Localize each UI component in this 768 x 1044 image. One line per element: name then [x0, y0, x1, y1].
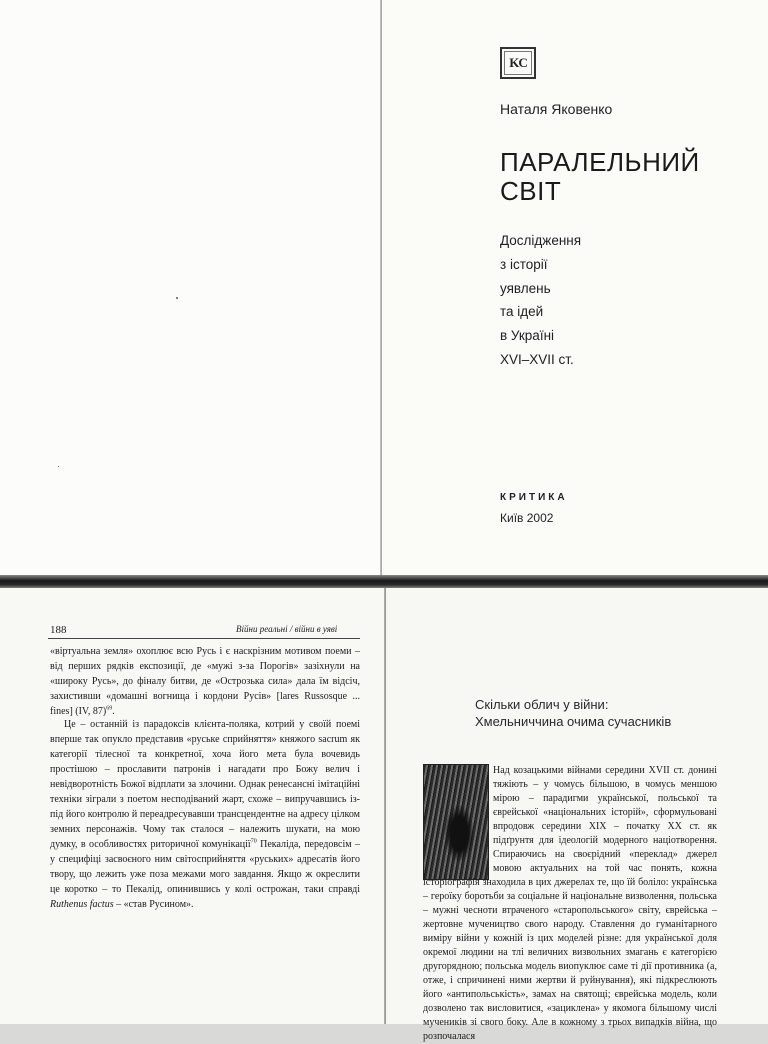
publisher-name: КРИТИКА [500, 492, 568, 503]
speck [58, 466, 59, 467]
blank-page [0, 0, 380, 575]
subtitle-line: в Україні [500, 328, 555, 344]
paragraph-text: Це – останній із парадоксів клієнта-поляка, котрий у своїй поемі вперше так опукло представив «руське сприйняття» княжого sacrum як категорії тілесної та конкретної, хоча його мета була вочевидь простішою – прославити патронів і нагадати про Божу велич і невідворотність Божої відплати за злочини. Однак ренесансні імітаційні техніки зіграли з поетом несподіваний жарт, схоже – випручавшись із-під його контролю й переадресувавши трансцендентне на адресу цілком земних персонажів. Чому так сталося – належить шукати, на мою думку, в особливостях риторичної комунікації [50, 719, 360, 850]
book-subtitle [500, 229, 581, 372]
running-head: Війни реальні / війни в уяві [236, 624, 338, 634]
footnote-ref: 69 [106, 705, 113, 712]
book-title [500, 148, 700, 206]
chapter-title-line: Скільки облич у війни: [475, 697, 609, 712]
body-paragraph [423, 764, 717, 1044]
paragraph-text: «віртуальна земля» охоплює всю Русь і є наскрізним мотивом поеми – від перших рядків експозиції, де «мужі з-за Порогів» зазіхнули на «широку Русь», до фіналу битви, де «Острозька сила» дала їм відсіч, захистивши «домашні вогнища і кордони Русів» [lares Russosque ... fines] (IV, 87) [50, 646, 360, 717]
publisher-logo: KC [500, 47, 536, 79]
header-rule [48, 638, 360, 639]
chapter-title-line: Хмельниччина очима сучасників [475, 714, 672, 729]
paragraph-text: – «став Русином». [113, 899, 194, 910]
paragraph-text: Пекаліда, передовсім – у специфіці засвоєного ним світосприйняття «руських» адресатів його твору, що лежить уже поза межами мого завдання. Якщо ж окреслити це коротко – то Пекалід, опинившись у колі острожан, таки справді [50, 839, 360, 895]
author-name: Наталя Яковенко [500, 101, 613, 117]
footnote-ref: 70 [250, 838, 257, 845]
body-paragraph [50, 717, 360, 912]
page-number: 188 [50, 624, 67, 636]
subtitle-line: XVI–XVII ст. [500, 351, 574, 367]
title-line: СВІТ [500, 176, 562, 206]
subtitle-line: з історії [500, 256, 548, 272]
image-float-spacer [423, 764, 493, 876]
latin-phrase: Ruthenus factus [50, 899, 114, 910]
title-line: ПАРАЛЕЛЬНИЙ [500, 147, 700, 177]
page-fold-shadow [0, 575, 768, 589]
paragraph-text: Над козацькими війнами середини XVII ст. донині тяжіють – у чомусь більшою, в чомусь меншою мірою – парадигми української, польської та єврейської «національних історій», сформульовані впродовж середини ХІХ – початку ХХ ст. як підґрунтя для ідеологій модерного націотворення. Спираючись на своєрідний «переклад» джерел мовою актуальних на той час понять, кожна історіографія знаходила в цих джерелах те, що їй боліло: українська – героїку боротьби за соціальне й національне визволення, польська – мужні чесноти втраченого «старопольського» світу, єврейська – жертовне мучеництво свого народу. Ставлення до гуманітарного виміру війни у кожній із цих моделей різне: для української доля окремої людини на тлі величних визвольних змагань є категорією другорядною; польська модель виопуклює саме ті дії противника (а, отже, і спричинені ними жертви й руйнування), які підкреслюють його «антипольськість», замах на святощі; єврейська модель, коли дозволено так висловитися, «зациклена» у якомога більшому числі мучеників зі свого боку. Але в кожному з трьох випадків війна, що розпочалася [423, 765, 717, 1042]
subtitle-line: уявлень [500, 280, 551, 296]
publication-place-year: Київ 2002 [500, 511, 554, 525]
subtitle-line: Дослідження [500, 233, 582, 248]
body-paragraph: «віртуальна земля» охоплює всю Русь і є наскрізним мотивом поеми – від перших рядків експозиції, де «мужі з-за Порогів» зазіхнули на «широку Русь», до фіналу битви, де «Острозька сила» дала їм відсіч, захистивши «домашні вогнища і кордони Русів» [lares Russosque ... fines] (IV, 87)$^{69}$. [50, 646, 360, 717]
speck [176, 297, 178, 299]
subtitle-line: та ідей [500, 304, 544, 320]
chapter-title [475, 696, 671, 730]
